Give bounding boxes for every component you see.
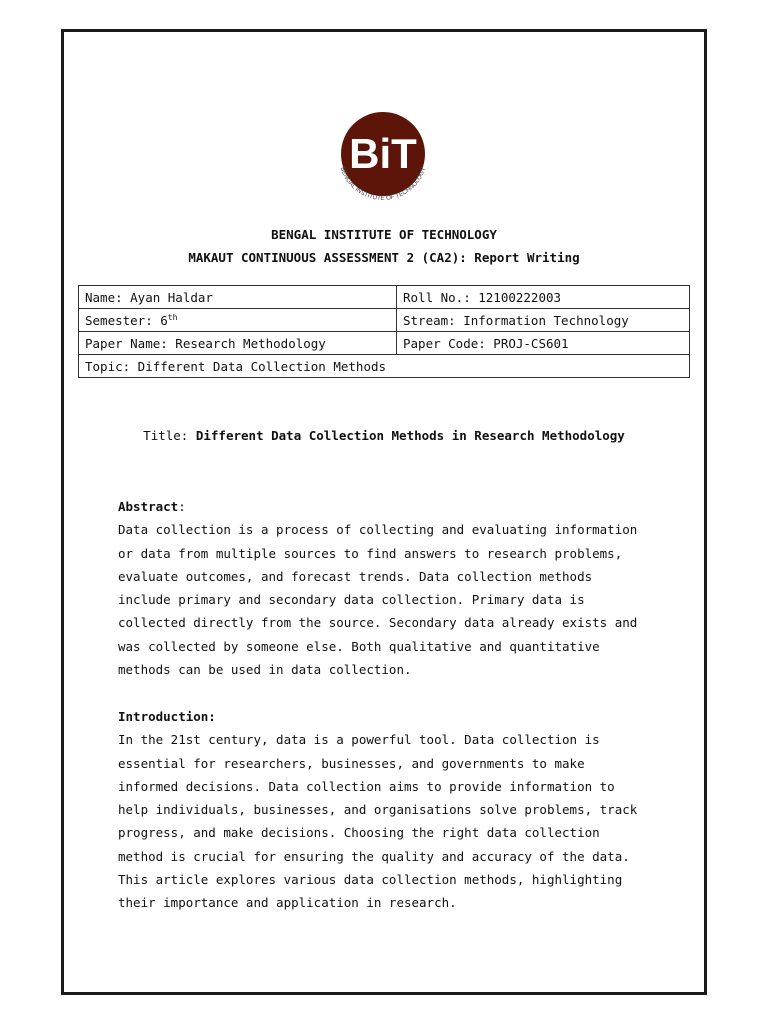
logo-ring-text: BENGAL INSTITUTE OF TECHNOLOGY (338, 166, 428, 203)
bit-logo (331, 108, 435, 212)
roll-cell: Roll No.: 12100222003 (397, 286, 690, 309)
abstract-line: collected directly from the source. Secondary data already exists and (118, 615, 638, 631)
semester-text: Semester: 6 (85, 312, 168, 328)
title-text: Different Data Collection Methods in Research Methodology (195, 428, 625, 443)
introduction-line: essential for researchers, businesses, and governments to make (118, 755, 585, 771)
introduction-heading: Introduction: (118, 709, 216, 724)
name-cell: Name: Ayan Haldar (79, 286, 397, 309)
info-table (78, 285, 690, 378)
table-row (79, 286, 690, 309)
abstract-line: was collected by someone else. Both qualitative and quantitative (118, 638, 600, 654)
assessment-title: MAKAUT CONTINUOUS ASSESSMENT 2 (CA2): Report Writing (188, 250, 580, 265)
abstract-line: Data collection is a process of collecting and evaluating information (118, 522, 638, 538)
table-row (79, 332, 690, 355)
table-row (79, 355, 690, 378)
introduction-line: In the 21st century, data is a powerful tool. Data collection is (118, 732, 600, 748)
abstract-section (118, 495, 658, 681)
stream-cell: Stream: Information Technology (397, 309, 690, 332)
abstract-line: methods can be used in data collection. (118, 662, 412, 678)
semester-cell (79, 309, 397, 332)
paper-name-cell: Paper Name: Research Methodology (79, 332, 397, 355)
abstract-heading: Abstract (118, 499, 179, 514)
abstract-line: or data from multiple sources to find answers to research problems, (118, 545, 623, 561)
paper-code-cell: Paper Code: PROJ-CS601 (397, 332, 690, 355)
abstract-line: include primary and secondary data collection. Primary data is (118, 592, 585, 608)
abstract-line: evaluate outcomes, and forecast trends. Data collection methods (118, 568, 593, 584)
introduction-line: help individuals, businesses, and organisations solve problems, track (118, 802, 638, 818)
title-prefix: Title: (143, 428, 196, 443)
introduction-line: their importance and application in research. (118, 895, 457, 911)
introduction-line: progress, and make decisions. Choosing the right data collection (118, 825, 600, 841)
introduction-section (118, 705, 658, 915)
institute-title: BENGAL INSTITUTE OF TECHNOLOGY (271, 227, 497, 242)
introduction-line: This article explores various data collection methods, highlighting (118, 872, 623, 888)
semester-sup: th (167, 312, 178, 322)
abstract-heading-colon: : (178, 499, 186, 514)
logo-letters: BiT (349, 130, 417, 177)
topic-cell: Topic: Different Data Collection Methods (79, 355, 690, 378)
introduction-line: method is crucial for ensuring the quality and accuracy of the data. (118, 848, 630, 864)
introduction-line: informed decisions. Data collection aims to provide information to (118, 778, 615, 794)
table-row (79, 309, 690, 332)
report-title (0, 428, 768, 443)
